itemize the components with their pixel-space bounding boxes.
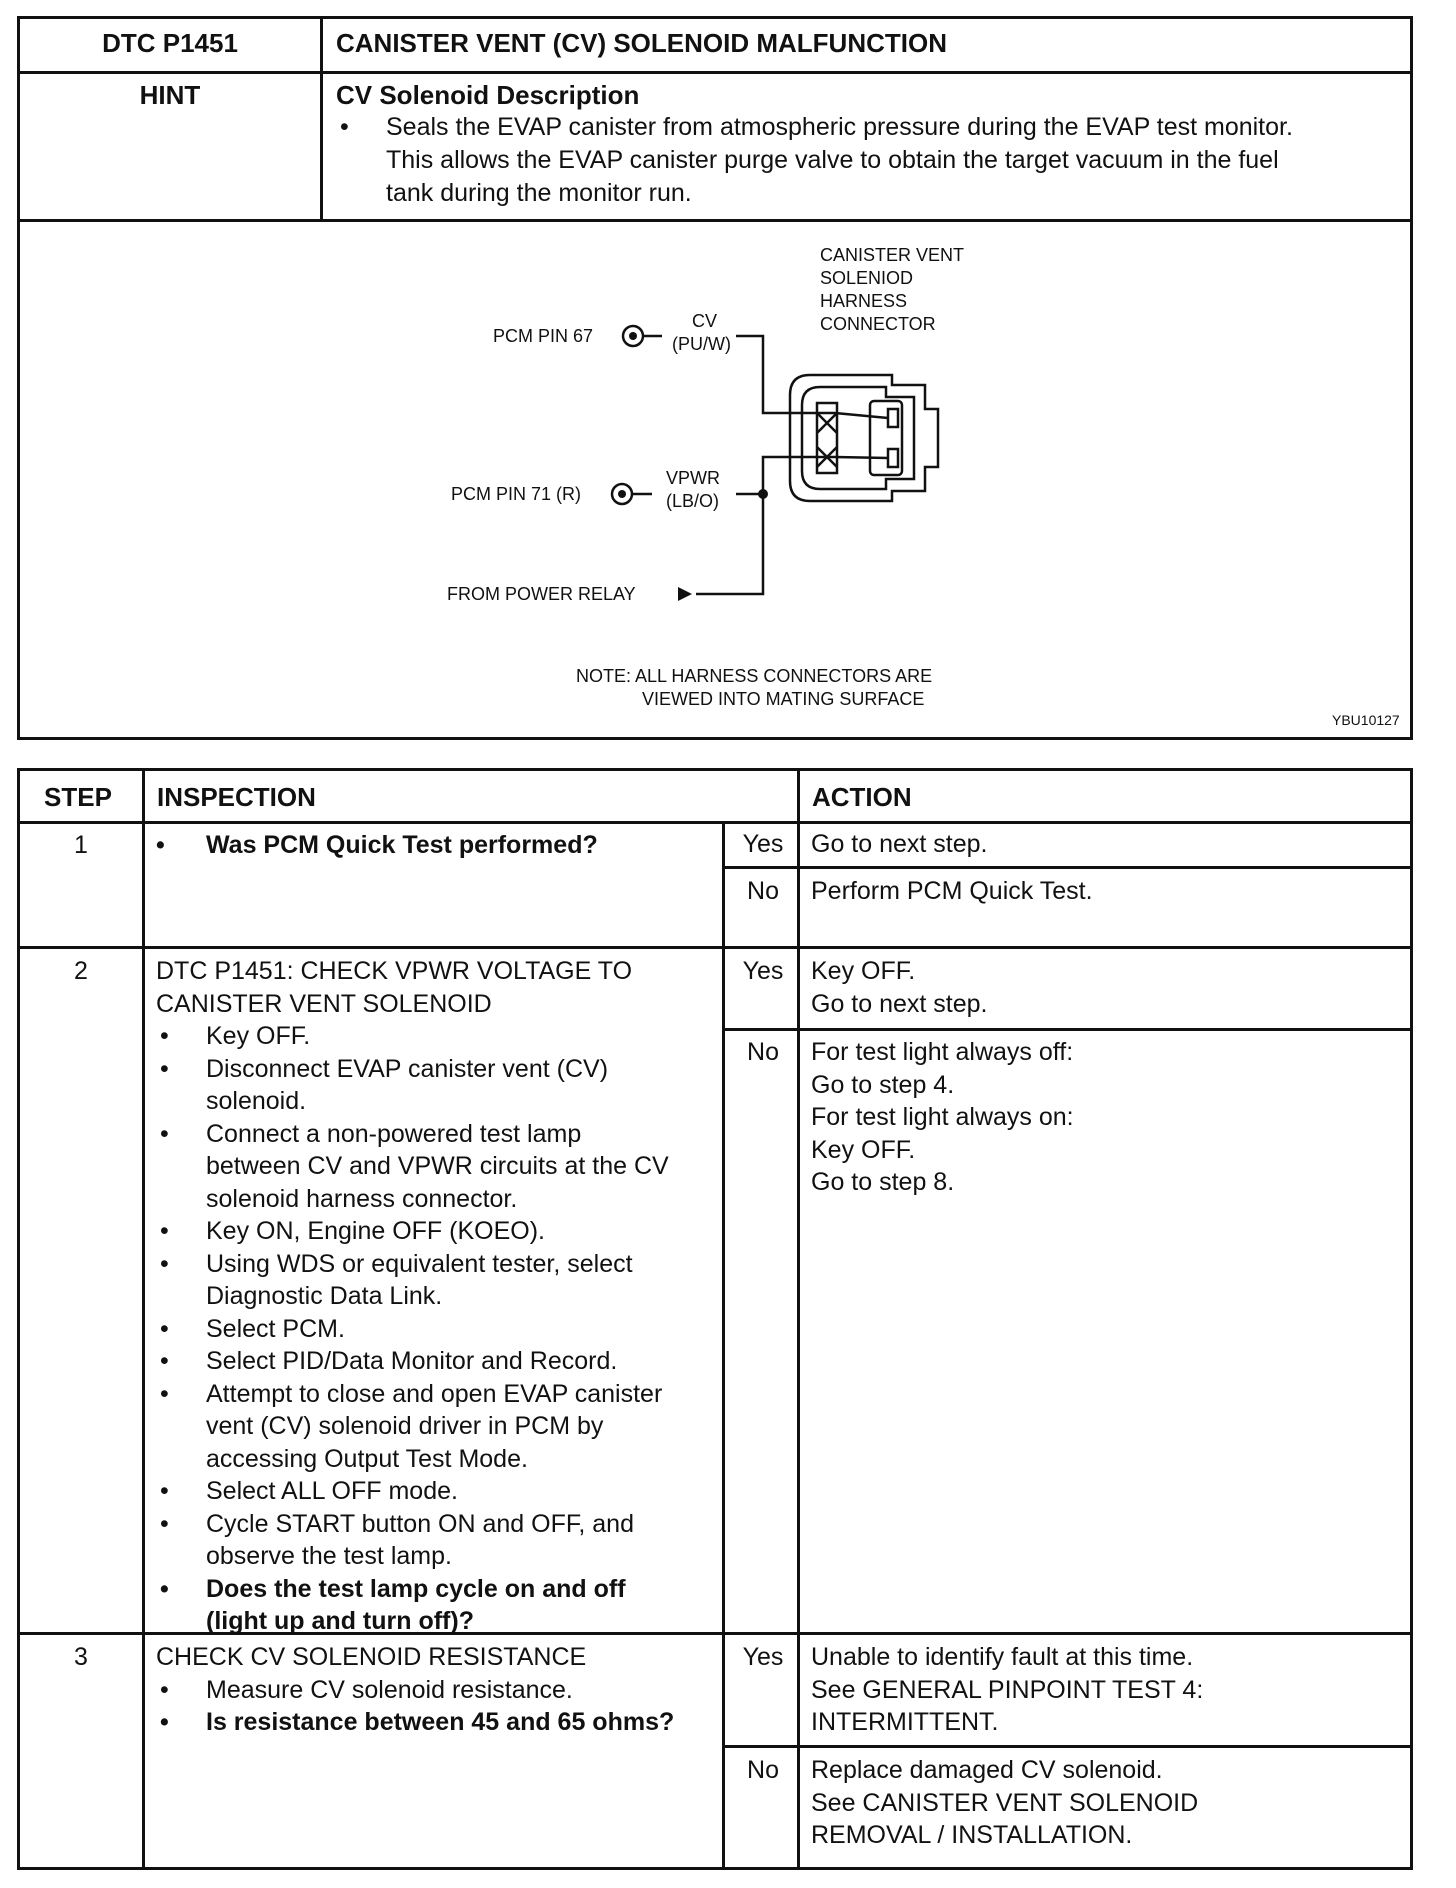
pcm-pin-71-label: PCM PIN 71 (R) [451,484,582,504]
action-line: Replace damaged CV solenoid. [811,1756,1163,1784]
no-label: No [747,1756,779,1784]
no-label: No [747,1038,779,1066]
step-bullet [156,1508,716,1573]
hint-row [20,71,1410,222]
divider [722,866,1410,869]
bullet-text: • Key ON, Engine OFF (KOEO). [206,1217,545,1245]
step-bullet [156,1313,716,1346]
step-inspection [156,955,716,1638]
divider [797,771,800,1867]
step-bullet [156,1053,716,1118]
bullet-text: • Select PCM. [206,1314,345,1343]
divider [320,71,323,219]
cv-label: CV [692,311,718,331]
column-header-action: ACTION [812,782,912,812]
yes-label: Yes [742,957,784,985]
harness-connector-icon [790,375,938,501]
no-label: No [747,877,779,905]
pcm-pin-67-label: PCM PIN 67 [493,326,594,346]
action-line: For test light always off: [811,1038,1074,1066]
bullet-text: • Cycle START button ON and OFF, and [206,1509,634,1538]
step-title: CHECK CV SOLENOID RESISTANCE [156,1643,587,1671]
yes-label: Yes [742,830,784,858]
action-line: See GENERAL PINPOINT TEST 4: [811,1675,1204,1704]
action-line: Key OFF. [811,957,916,985]
bullet-text: vent (CV) solenoid driver in PCM by [206,1412,604,1440]
divider [722,1028,1410,1031]
yes-action: Go to next step. [811,830,988,858]
vpwr-label: VPWR [666,468,720,488]
step-bullet [156,1674,716,1707]
action-line: Go to next step. [811,989,988,1018]
step-bullet-question [156,1573,716,1638]
bullet-text: Diagnostic Data Link. [206,1282,443,1310]
action-line: Unable to identify fault at this time. [811,1643,1194,1671]
action-line: REMOVAL / INSTALLATION. [811,1821,1133,1849]
bullet-text: • Attempt to close and open EVAP canister [206,1379,663,1408]
yes-action [811,955,988,1020]
step-number: 3 [74,1643,88,1671]
bullet-text: solenoid harness connector. [206,1184,518,1213]
connector-label: SOLENIOD [820,268,914,288]
hint-content [336,79,1390,210]
note-line: VIEWED INTO MATING SURFACE [642,689,925,709]
connector-label: HARNESS [820,291,908,311]
step-bullet [156,1475,716,1508]
step-inspection [156,1641,716,1739]
divider [142,771,145,1867]
bullet-text: • Using WDS or equivalent tester, select [206,1249,633,1278]
note-line: NOTE: ALL HARNESS CONNECTORS ARE [576,666,933,686]
step-bullet [156,1345,716,1378]
bullet-text: • Select ALL OFF mode. [206,1477,458,1505]
cv-color-label: (PU/W) [672,334,731,354]
step-number: 1 [74,831,88,859]
action-line: Key OFF. [811,1135,916,1164]
step-question [156,829,598,862]
column-header-inspection: INSPECTION [157,782,316,812]
divider [722,1745,1410,1748]
bullet-text: • Does the test lamp cycle on and off [206,1574,626,1603]
divider [20,946,1410,949]
dtc-header-row [20,19,1410,74]
connector-label: CANISTER VENT [820,245,965,265]
bullet-text: solenoid. [206,1087,307,1115]
action-line: INTERMITTENT. [811,1708,999,1736]
step-title: CANISTER VENT SOLENOID [156,989,492,1018]
no-action: Perform PCM Quick Test. [811,877,1093,905]
action-line: Go to step 4. [811,1070,955,1099]
step-bullet [156,1248,716,1313]
bullet-text: • Select PID/Data Monitor and Record. [206,1347,618,1375]
bullet-text: accessing Output Test Mode. [206,1444,528,1473]
bullet-text: • Disconnect EVAP canister vent (CV) [206,1054,609,1083]
wiring-diagram [20,219,1410,739]
step-bullet-question [156,1706,716,1739]
bullet-text: • Key OFF. [206,1022,311,1050]
diagnostic-steps-table [17,768,1413,1870]
action-line: Go to step 8. [811,1168,955,1196]
bullet-text: observe the test lamp. [206,1542,452,1570]
column-header-step: STEP [44,782,112,812]
bullet-icon: • [156,831,165,859]
action-line: For test light always on: [811,1103,1074,1131]
dtc-title: CANISTER VENT (CV) SOLENOID MALFUNCTION [336,28,947,58]
bullet-text: between CV and VPWR circuits at the CV [206,1152,669,1180]
step-bullet [156,1378,716,1476]
hint-heading: CV Solenoid Description [336,80,640,110]
question-text: Was PCM Quick Test performed? [206,831,598,859]
dtc-code: DTC P1451 [102,28,238,58]
vpwr-color-label: (LB/O) [666,491,720,511]
step-number: 2 [74,957,88,985]
hint-line: This allows the EVAP canister purge valve to obtain the target vacuum in the fuel [386,146,1279,174]
action-line: See CANISTER VENT SOLENOID [811,1788,1199,1817]
hint-label: HINT [139,80,201,110]
bullet-text: (light up and turn off)? [206,1607,474,1635]
connector-label: CONNECTOR [820,314,936,334]
divider [320,19,323,71]
yes-action [811,1641,1203,1739]
step-bullet [156,1215,716,1248]
figure-id: YBU10127 [1332,712,1400,728]
step-bullet [156,1118,716,1216]
bullet-text: • Measure CV solenoid resistance. [206,1675,573,1704]
hint-line: tank during the monitor run. [386,179,692,207]
bullet-text: • Is resistance between 45 and 65 ohms? [206,1708,675,1736]
divider [20,821,1410,824]
hint-bullet [336,111,1390,210]
bullet-text: • Connect a non-powered test lamp [206,1119,582,1148]
wiring-diagram-svg [20,219,1410,739]
hint-line: • Seals the EVAP canister from atmospheric pressure during the EVAP test monitor. [386,113,1293,141]
step-bullet [156,1020,716,1053]
no-action [811,1036,1074,1199]
power-relay-label: FROM POWER RELAY [447,584,636,604]
pin-71-terminal-dot-icon [618,490,626,498]
no-action [811,1754,1198,1852]
dtc-description-table [17,16,1413,740]
arrow-icon [678,587,692,601]
step-title: DTC P1451: CHECK VPWR VOLTAGE TO [156,957,633,985]
pin-67-terminal-dot-icon [629,332,637,340]
yes-label: Yes [742,1643,784,1671]
